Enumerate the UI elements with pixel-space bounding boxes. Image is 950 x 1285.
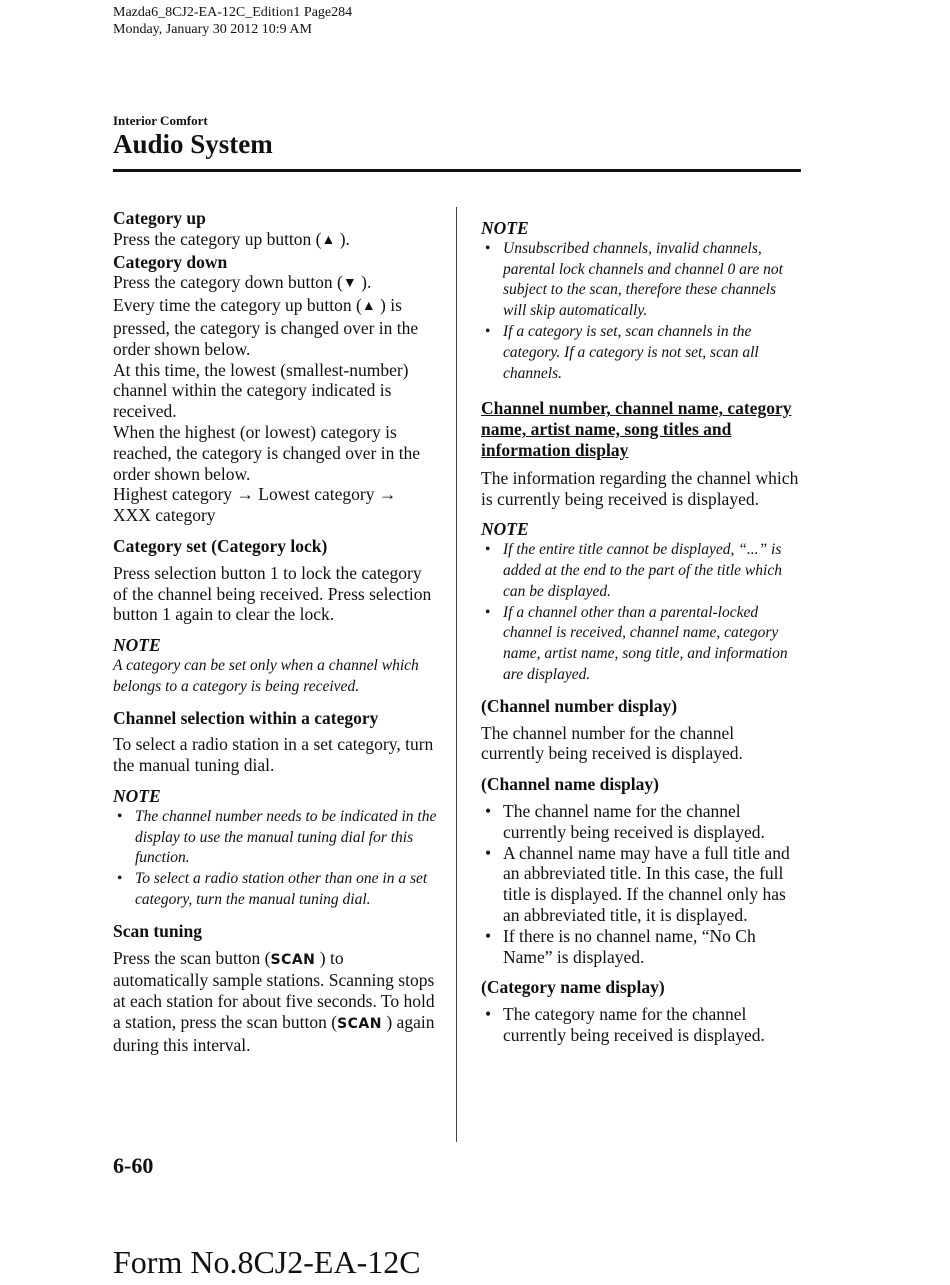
left-column	[113, 208, 438, 1055]
note-list	[481, 239, 801, 385]
info-display-text: The information regarding the channel which is currently being received is displayed.	[481, 467, 799, 509]
note-heading: NOTE	[481, 218, 529, 238]
right-column	[481, 208, 801, 1046]
list-item: • If there is no channel name, “No Ch Name” is displayed.	[481, 926, 801, 968]
category-cycle-text: Highest category → Lowest category → XXX category	[113, 484, 397, 526]
scan-button-label: SCAN	[337, 1015, 382, 1032]
print-meta	[113, 4, 352, 38]
note-item: • If a channel other than a parental-locked channel is received, channel name, category name, artist name, song title, and information are displayed.	[481, 603, 801, 686]
note-heading: NOTE	[113, 785, 161, 806]
note-item: • The channel number needs to be indicated in the display to use the manual tuning dial for this function.	[113, 807, 438, 869]
channel-number-text: The channel number for the channel currently being received is displayed.	[481, 722, 743, 764]
date-line: Monday, January 30 2012 10:9 AM	[113, 22, 312, 37]
category-name-list	[481, 1004, 801, 1046]
category-name-heading: (Category name display)	[481, 977, 665, 998]
channel-name-list	[481, 801, 801, 967]
note-list	[113, 807, 438, 911]
column-divider	[456, 207, 457, 1142]
note-item: • Unsubscribed channels, invalid channels, parental lock channels and channel 0 are not subject to the scan, therefore these channels will skip automatically.	[481, 239, 801, 322]
channel-selection-text: To select a radio station in a set category, turn the manual tuning dial.	[113, 734, 434, 776]
form-number: Form No.8CJ2-EA-12C	[113, 1244, 421, 1280]
info-display-heading: Channel number, channel name, category name, artist name, song titles and information display	[481, 398, 792, 460]
note-item: • To select a radio station other than one in a set category, turn the manual tuning dial.	[113, 869, 438, 911]
file-line: Mazda6_8CJ2-EA-12C_Edition1 Page284	[113, 5, 353, 20]
lowest-channel-text: At this time, the lowest (smallest-number) channel within the category indicated is received.	[113, 359, 409, 422]
scan-tuning-text: Press the scan button (SCAN ) to automatically sample stations. Scanning stops at each station for about five seconds. To hold a station, press the scan button (SCAN ) again during this interval.	[113, 947, 435, 1055]
title-rule	[113, 169, 801, 172]
up-triangle-icon: ▲	[361, 299, 376, 315]
page-title: Audio System	[113, 129, 273, 159]
note-heading: NOTE	[113, 635, 161, 656]
list-item: • The channel name for the channel currently being received is displayed.	[481, 801, 801, 843]
note-item: • If a category is set, scan channels in the category. If a category is not set, scan all channels.	[481, 322, 801, 384]
down-triangle-icon: ▼	[342, 276, 357, 292]
category-up-heading: Category up	[113, 208, 206, 228]
note-text: A category can be set only when a channel which belongs to a category is being received.	[113, 656, 419, 695]
channel-selection-heading: Channel selection within a category	[113, 707, 379, 728]
section-label: Interior Comfort	[113, 113, 208, 128]
highest-category-text: When the highest (or lowest) category is reached, the category is changed over in the order shown below.	[113, 421, 421, 484]
up-triangle-icon: ▲	[321, 232, 336, 248]
category-up-text: Press the category up button (▲ ).	[113, 229, 438, 252]
page-number: 6-60	[113, 1153, 154, 1178]
category-set-text: Press selection button 1 to lock the category of the channel being received. Press selection button 1 again to clear the lock.	[113, 562, 432, 625]
channel-number-heading: (Channel number display)	[481, 695, 678, 716]
channel-name-heading: (Channel name display)	[481, 774, 659, 795]
list-item: • A channel name may have a full title and an abbreviated title. In this case, the full title is displayed. If the channel only has an abbreviated title, it is displayed.	[481, 843, 801, 926]
note-heading: NOTE	[481, 519, 529, 540]
scan-tuning-heading: Scan tuning	[113, 920, 202, 941]
scan-button-label: SCAN	[270, 951, 316, 968]
category-set-heading: Category set (Category lock)	[113, 535, 328, 556]
list-item: • The category name for the channel currently being received is displayed.	[481, 1004, 801, 1046]
category-down-text: Press the category down button (▼ ).	[113, 272, 438, 295]
note-list	[481, 540, 801, 686]
category-order-text: Every time the category up button (▲ ) is pressed, the category is changed over in the order shown below.	[113, 295, 419, 359]
category-down-heading: Category down	[113, 251, 228, 272]
note-item: • If the entire title cannot be displayed, “...” is added at the end to the part of the title which can be displayed.	[481, 540, 801, 602]
